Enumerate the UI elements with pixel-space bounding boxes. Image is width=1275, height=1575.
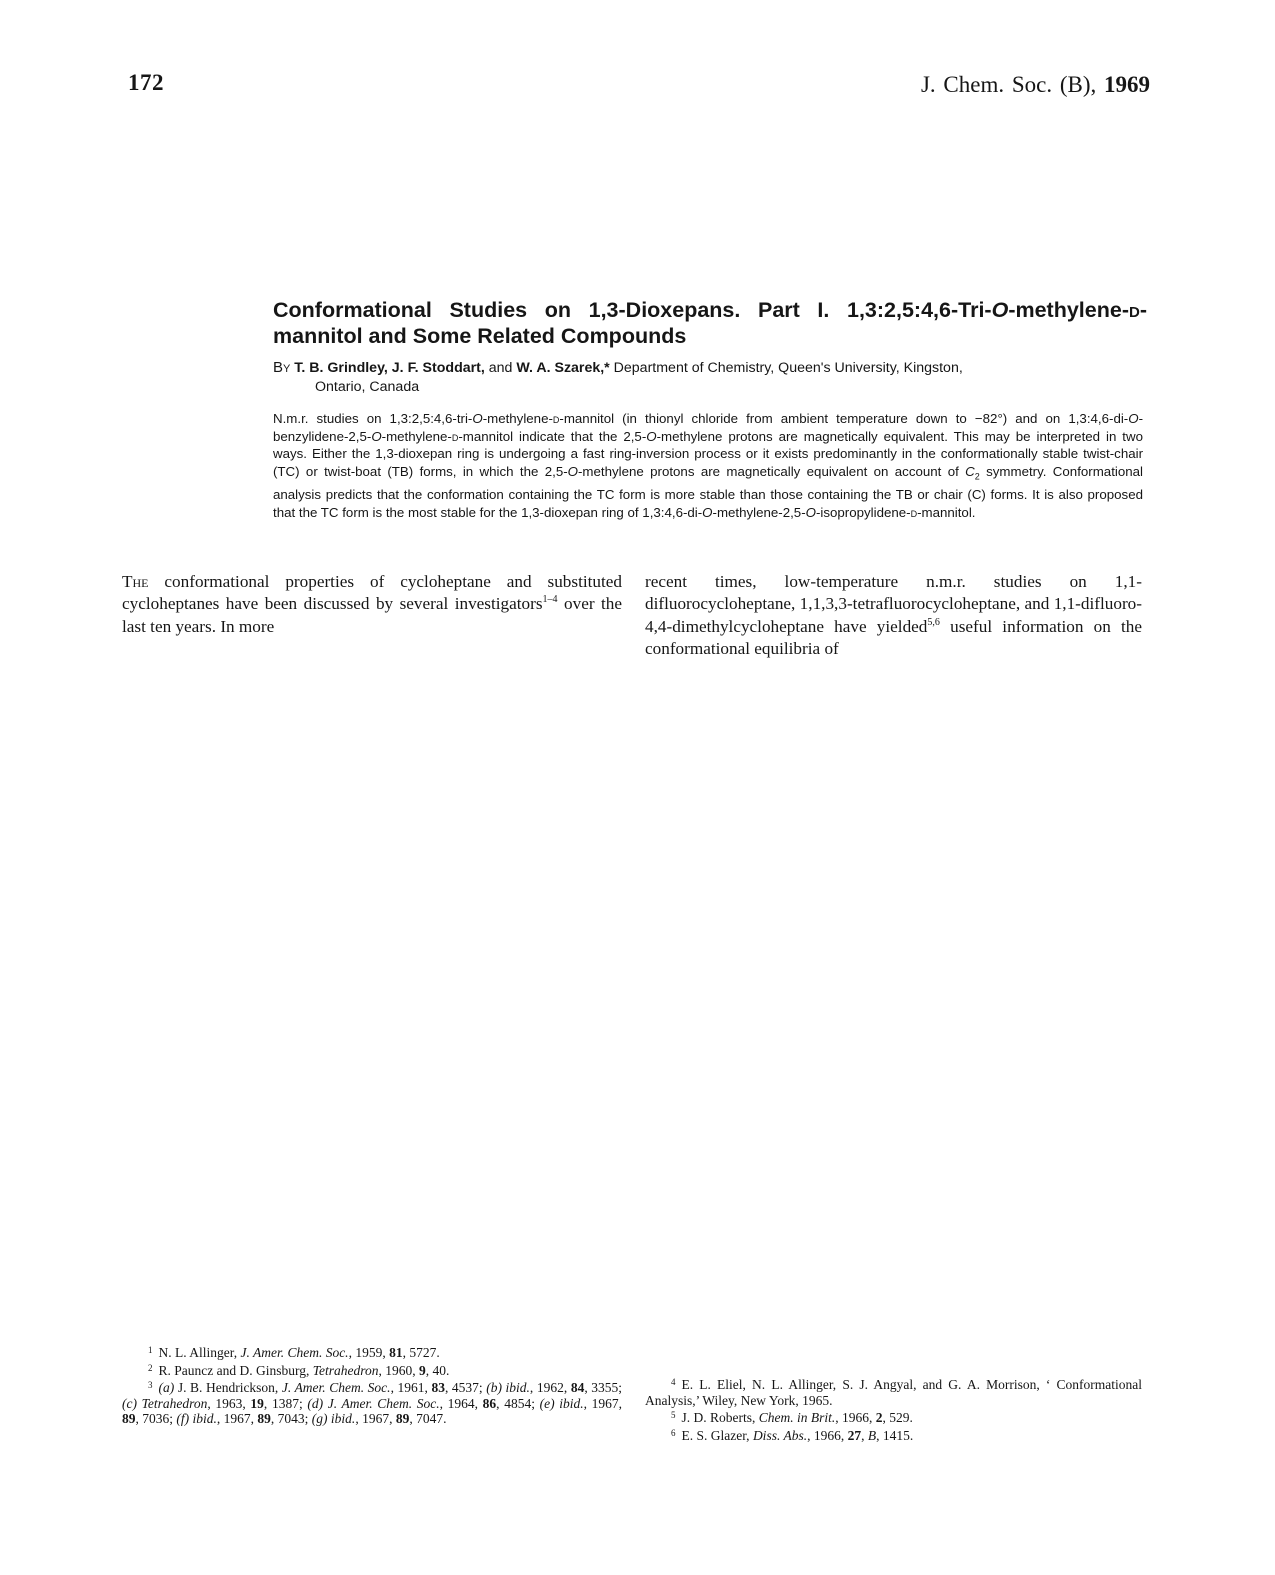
footnote-6: $^6$ E. S. Glazer, Diss. Abs., 1966, 27, B, 1415. (671, 1427, 914, 1443)
byline (273, 358, 1147, 397)
journal-name: J. Chem. Soc. (B), (920, 72, 1097, 97)
byline-by: By (273, 359, 291, 376)
abstract: N.m.r. studies on 1,3:2,5:4,6-tri-O-methylene-d-mannitol (in thionyl chloride from ambient temperature down to −82°) and on 1,3:4,6-di-O-benzylidene-2,5-O-methylene-d-mannitol indicate that the 2,5-O-methylene protons are magnetically equivalent. This may be interpreted in two ways. Either the 1,3-dioxepan ring is undergoing a fast ring-inversion process or it exists predominantly in the conformationally stable twist-chair (TC) or twist-boat (TB) forms, in which the 2,5-O-methylene protons are magnetically equivalent on account of $C_2$ symmetry. Conformational analysis predicts that the conformation containing the TC form is more stable than those containing the TB or chair (C) forms. It is also proposed that the TC form is the most stable for the 1,3-dioxepan ring of 1,3:4,6-di-O-methylene-2,5-O-isopropylidene-d-mannitol. (273, 411, 1143, 521)
title-small-caps-d: d (1128, 298, 1140, 322)
article-title (273, 297, 1147, 349)
author-grindley: T. B. Grindley, (294, 360, 388, 376)
footnotes-left (122, 1343, 622, 1427)
title-text-3: -mannitol and Some Related Compounds (273, 298, 1147, 348)
reference-5-6: 5,6 (927, 616, 940, 628)
title-italic-o: O (991, 298, 1009, 322)
symmetry-symbol: C (965, 464, 975, 480)
title-text-1: Conformational Studies on 1,3-Dioxepans. Part I. 1,3:2,5:4,6-Tri- (273, 298, 992, 322)
small-caps-the: The (122, 572, 149, 591)
footnotes-right (645, 1375, 1142, 1443)
body-right-text: recent times, low-temperature n.m.r. studies on 1,1-difluorocycloheptane, 1,1,3,3-tetrafluorocycloheptane, and 1,1-difluoro-4,4-dimethylcycloheptane have yielded$^{5,6}$ useful information on the conformational equilibria of (645, 572, 1142, 658)
footnote-4: $^4$ E. L. Eliel, N. L. Allinger, S. J. Angyal, and G. A. Morrison, ‘ Conformational Analysis,’ Wiley, New York, 1965. (645, 1377, 1142, 1408)
journal-citation (921, 72, 1150, 98)
author-szarek: W. A. Szarek,* (516, 360, 610, 376)
affiliation-line-2: Ontario, Canada (315, 379, 420, 395)
footnote-3: $^3$ (a) J. B. Hendrickson, J. Amer. Chem. Soc., 1961, 83, 4537; (b) ibid., 1962, 84, 3355; (c) Tetrahedron, 1963, 19, 1387; (d) J. Amer. Chem. Soc., 1964, 86, 4854; (e) ibid., 1967, 89, 7036; (f) ibid., 1967, 89, 7043; (g) ibid., 1967, 89, 7047. (122, 1380, 623, 1427)
footnote-5: $^5$ J. D. Roberts, Chem. in Brit., 1966, 2, 529. (671, 1410, 913, 1426)
reference-1-4: 1–4 (542, 594, 558, 606)
page-number: 172 (128, 70, 164, 95)
journal-year: 1969 (1104, 72, 1150, 97)
body-left-text: The conformational properties of cycloheptane and substituted cycloheptanes have been discussed by several investigators$^{1-4}$ over the last ten years. In more (122, 572, 622, 636)
title-text-2: -methylene- (1008, 298, 1129, 322)
author-stoddart: J. F. Stoddart, (391, 360, 485, 376)
footnote-2: $^2$ R. Pauncz and D. Ginsburg, Tetrahedron, 1960, 9, 40. (148, 1362, 450, 1378)
affiliation-line-1: Department of Chemistry, Queen's University, Kingston, (613, 360, 963, 376)
footnote-1: $^1$ N. L. Allinger, J. Amer. Chem. Soc., 1959, 81, 5727. (148, 1345, 440, 1360)
byline-and: and (488, 360, 513, 376)
